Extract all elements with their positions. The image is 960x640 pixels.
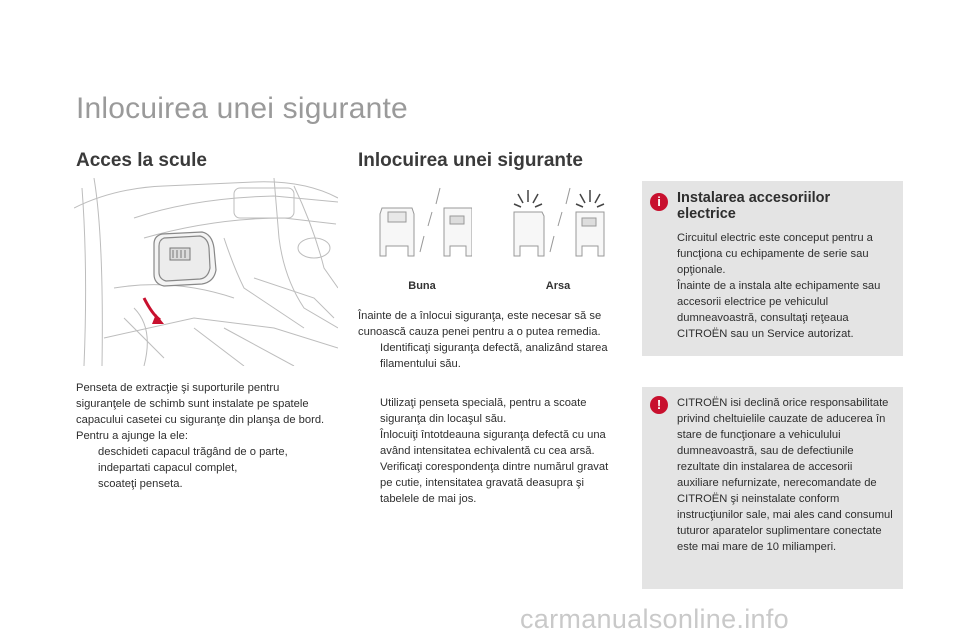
info-box-title: Instalarea accesoriilor electrice [677,190,831,222]
left-text-block [76,380,326,492]
warning-icon: ! [650,396,668,414]
fuse-good-illustration [372,186,472,272]
middle-text-block-b [358,395,618,507]
list-item: Utilizaţi penseta specială, pentru a scoate siguranţa din locaşul său. [380,397,587,425]
list-item: Verificaţi corespondenţa dintre numărul gravat pe cutie, intensitatea gravată deasupra şi tabelele de mai jos. [380,461,609,505]
watermark: carmanualsonline.info [520,604,789,634]
left-intro: Pentru a ajunge la ele: [76,430,188,442]
list-item: scoateţi penseta. [98,478,183,490]
left-paragraph: Penseta de extracţie şi suporturile pentru siguranţele de schimb sunt instalate pe spatele capacului casetei cu siguranţe din planşa de bord. [76,382,325,426]
middle-text-block-a [358,308,618,372]
fuse-blown-illustration [508,186,608,272]
fuse-good-label: Buna [408,280,436,292]
info-icon: i [650,193,668,211]
info-box-text-1: Circuitul electric este conceput pentru a funcţiona cu echipamente de serie sau opţionale. [677,232,873,276]
warning-box-text: CITROËN isi declină orice responsabilitate privind cheltuielile cauzate de aducerea în stare de funcţionare a vehiculului dumneavoastră, sau de defectiunile rezultate din instalarea de accesorii auxiliare nefurnizate, nerecomandate de CITROËN şi neinstalate conform instrucţiunilor sale, mai ales cand consumul tuturor aparatelor suplimentare conectate este mai mare de 10 miliamperi. [677,397,893,553]
middle-paragraph: Înainte de a înlocui siguranţa, este necesar să se cunoască cauza penei pentru a o putea remedia. [358,310,602,338]
info-box-text-2: Înainte de a instala alte echipamente sau accesorii electrice pe vehiculul dumneavoastră, consultaţi reţeaua CITROËN sau un Service autorizat. [677,280,881,340]
list-item: Înlocuiţi întotdeauna siguranţa defectă cu una având intensitatea echivalentă cu cea arsă. [380,429,606,457]
info-box [642,181,903,356]
page-title: Inlocuirea unei sigurante [76,92,408,125]
section-heading-inlocuire: Inlocuirea unei sigurante [358,150,583,171]
fuse-box-access-drawing [74,178,338,366]
warning-box [642,387,903,589]
dashboard-illustration [74,178,338,366]
list-item: deschideti capacul trăgând de o parte, [98,446,288,458]
fuse-blown-label: Arsa [545,280,571,292]
info-box-text [677,230,891,342]
section-heading-acces: Acces la scule [76,150,207,171]
list-item: indepartati capacul complet, [98,462,238,474]
list-item: Identificaţi siguranţa defectă, analizând starea filamentului său. [380,342,608,370]
